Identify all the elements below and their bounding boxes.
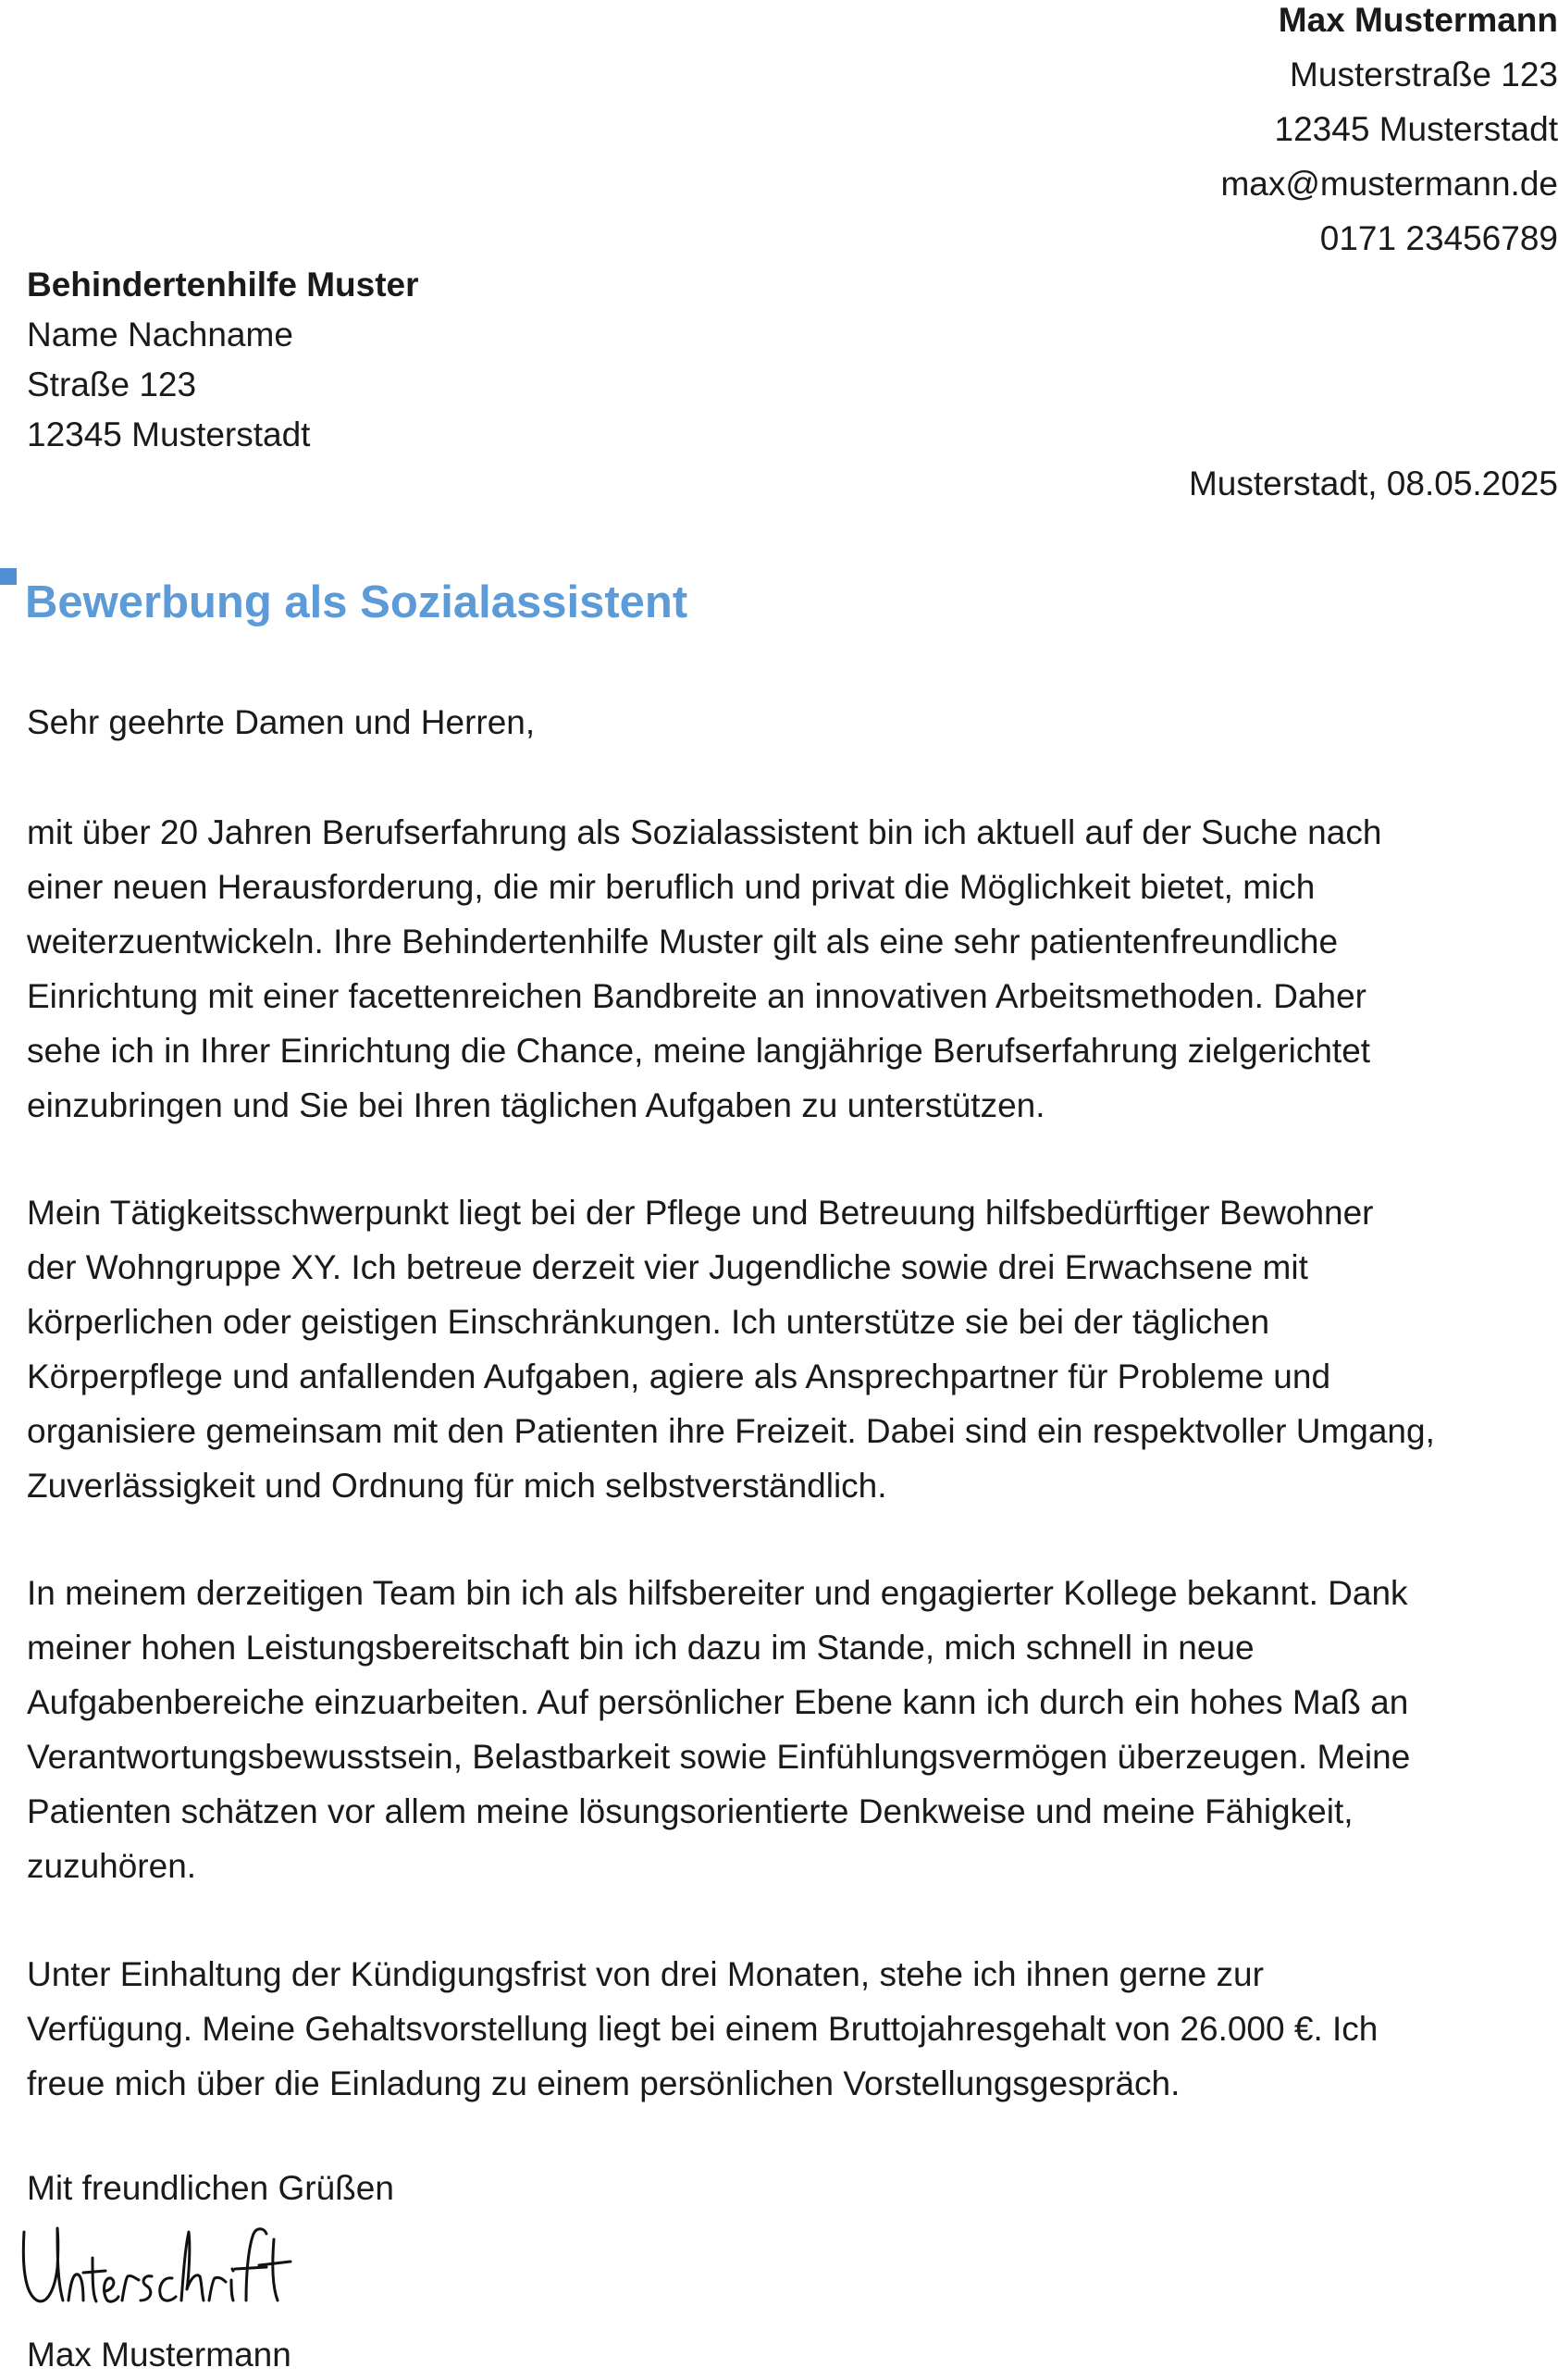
body-paragraph-2 [27,1185,1558,1513]
body-paragraph-3 [27,1566,1558,1893]
body-paragraph-4 [27,1947,1558,2111]
body-line: Verantwortungsbewusstsein, Belastbarkeit sowie Einfühlungsvermögen überzeugen. Meine [27,1738,1411,1776]
body-line: Verfügung. Meine Gehaltsvorstellung liegt bei einem Bruttojahresgehalt von 26.000 €. Ich [27,2010,1379,2048]
sender-city: 12345 Musterstadt [1274,110,1558,148]
date-line: Musterstadt, 08.05.2025 [1188,465,1558,502]
body-line: sehe ich in Ihrer Einrichtung die Chance, meine langjährige Berufserfahrung zielgerichtet [27,1032,1371,1070]
salutation: Sehr geehrte Damen und Herren, [27,703,536,741]
body-line: einer neuen Herausforderung, die mir beruflich und privat die Möglichkeit bietet, mich [27,868,1316,906]
recipient-street: Straße 123 [27,366,197,403]
letter-subject: Bewerbung als Sozialassistent [25,577,688,627]
body-line: Einrichtung mit einer facettenreichen Bandbreite an innovativen Arbeitsmethoden. Daher [27,977,1366,1015]
sender-street: Musterstraße 123 [1290,56,1558,93]
body-line: körperlichen oder geistigen Einschränkungen. Ich unterstütze sie bei der täglichen [27,1303,1270,1341]
body-line: einzubringen und Sie bei Ihren täglichen Aufgaben zu unterstützen. [27,1086,1045,1124]
body-line: Patienten schätzen vor allem meine lösungsorientierte Denkweise und meine Fähigkeit, [27,1792,1354,1830]
sender-name: Max Mustermann [1278,1,1558,39]
recipient-organization: Behindertenhilfe Muster [27,266,419,304]
body-line: In meinem derzeitigen Team bin ich als hilfsbereiter und engagierter Kollege bekannt. Dank [27,1574,1408,1612]
sender-email: max@mustermann.de [1220,165,1558,203]
body-line: Mein Tätigkeitsschwerpunkt liegt bei der Pflege und Betreuung hilfsbedürftiger Bewohner [27,1194,1374,1232]
signer-name: Max Mustermann [27,2336,291,2374]
body-line: der Wohngruppe XY. Ich betreue derzeit vier Jugendliche sowie drei Erwachsene mit [27,1248,1308,1286]
recipient-contact: Name Nachname [27,316,293,353]
body-line: meiner hohen Leistungsbereitschaft bin ich dazu im Stande, mich schnell in neue [27,1629,1255,1667]
body-line: organisiere gemeinsam mit den Patienten ihre Freizeit. Dabei sind ein respektvoller Umgang, [27,1412,1435,1450]
body-line: Körperpflege und anfallenden Aufgaben, agiere als Ansprechpartner für Probleme und [27,1357,1331,1395]
body-line: Zuverlässigkeit und Ordnung für mich selbstverständlich. [27,1467,887,1505]
recipient-address-block [27,260,419,460]
body-paragraph-1 [27,805,1558,1133]
subject-marker [0,568,17,585]
body-line: zuzuhören. [27,1847,197,1885]
body-line: Unter Einhaltung der Kündigungsfrist von drei Monaten, stehe ich ihnen gerne zur [27,1955,1264,1993]
recipient-city: 12345 Musterstadt [27,415,311,453]
handwritten-signature [17,2212,313,2313]
body-line: mit über 20 Jahren Berufserfahrung als Sozialassistent bin ich aktuell auf der Suche nach [27,813,1382,851]
body-line: Aufgabenbereiche einzuarbeiten. Auf persönlicher Ebene kann ich durch ein hohes Maß an [27,1683,1409,1721]
sender-address-block [1220,0,1558,266]
sender-phone: 0171 23456789 [1319,219,1558,257]
body-line: freue mich über die Einladung zu einem persönlichen Vorstellungsgespräch. [27,2064,1181,2102]
body-line: weiterzuentwickeln. Ihre Behindertenhilfe Muster gilt als eine sehr patientenfreundliche [27,923,1339,961]
closing-line: Mit freundlichen Grüßen [27,2169,394,2207]
